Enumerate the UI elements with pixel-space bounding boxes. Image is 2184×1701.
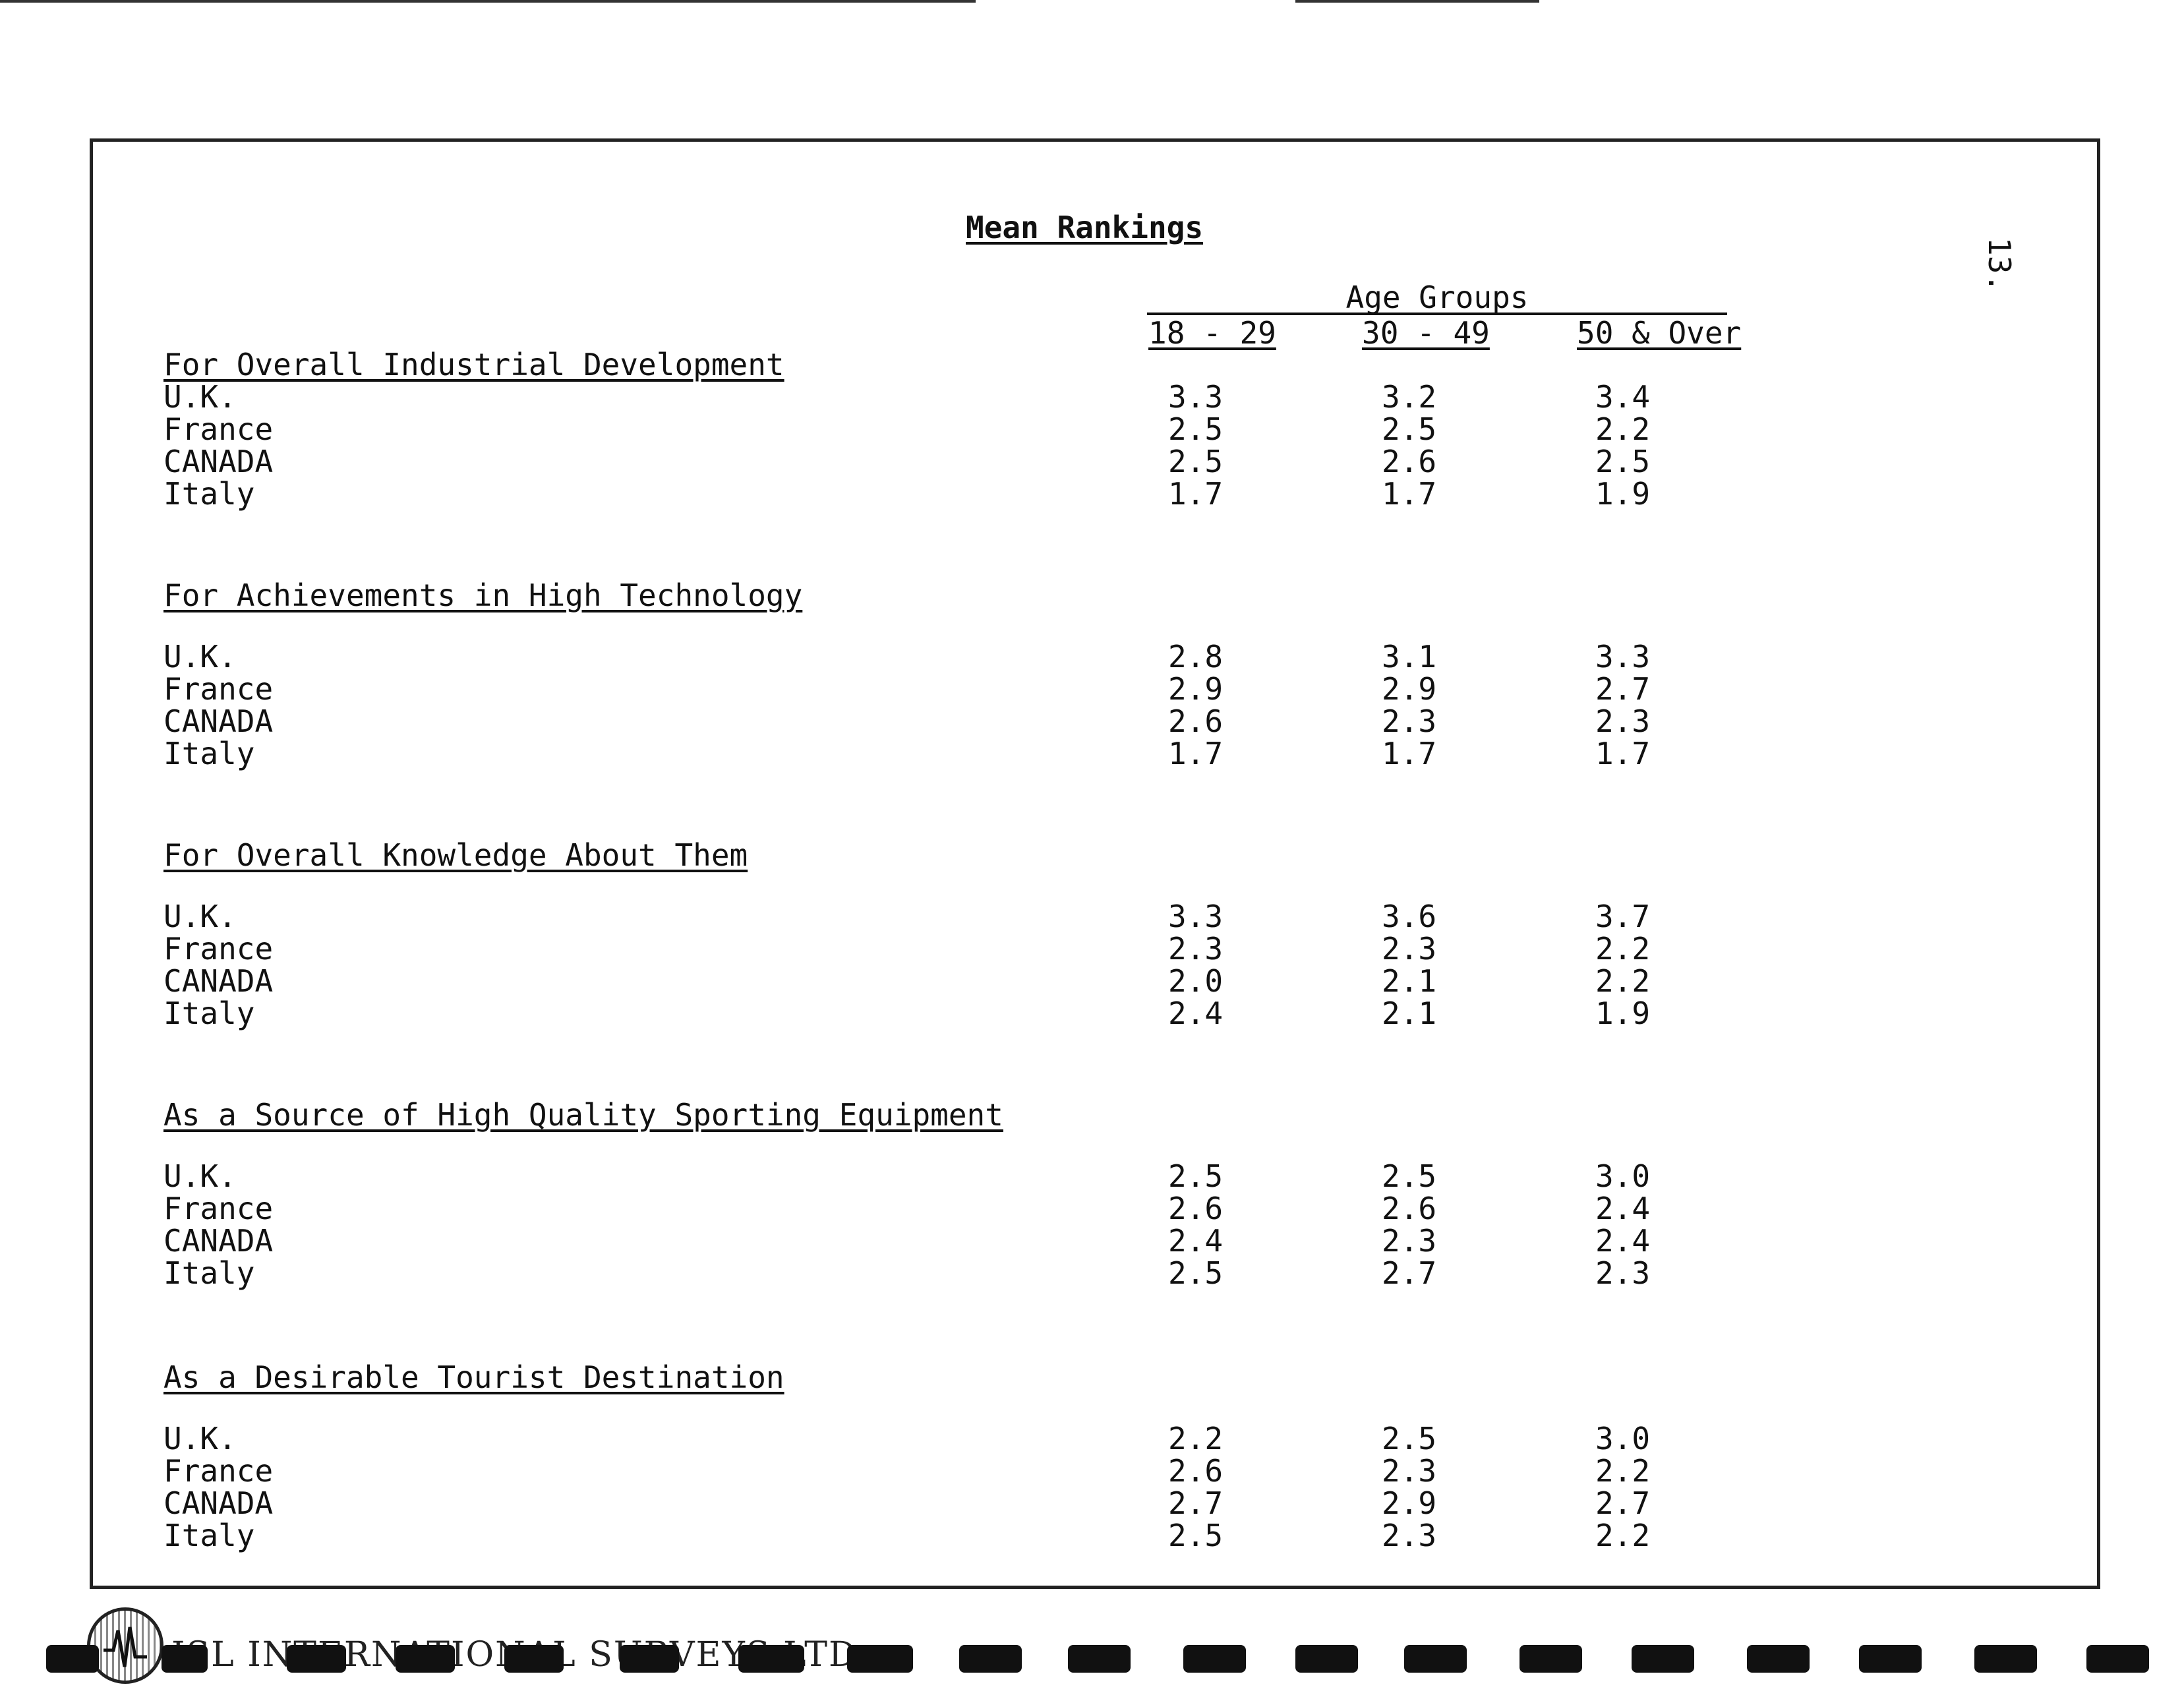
redaction-bar <box>738 1645 804 1673</box>
value-50-over: 2.3 <box>1595 1255 1651 1291</box>
value-18-29: 2.8 <box>1168 639 1224 674</box>
redaction-bar <box>162 1645 208 1673</box>
row-label: France <box>163 411 274 447</box>
row-label: CANADA <box>163 1223 274 1259</box>
column-header-18-29: 18 - 29 <box>1148 315 1276 351</box>
value-30-49: 2.5 <box>1382 1158 1437 1194</box>
redaction-bar <box>1747 1645 1810 1673</box>
section-title: For Overall Industrial Development <box>163 347 784 382</box>
redaction-bar <box>504 1645 564 1673</box>
value-30-49: 2.3 <box>1382 1518 1437 1553</box>
value-30-49: 2.7 <box>1382 1255 1437 1291</box>
value-30-49: 2.3 <box>1382 1223 1437 1259</box>
row-label: Italy <box>163 996 255 1031</box>
redaction-bar <box>847 1645 913 1673</box>
row-label: U.K. <box>163 639 237 674</box>
value-50-over: 2.2 <box>1595 411 1651 447</box>
row-label: U.K. <box>163 379 237 415</box>
value-18-29: 2.6 <box>1168 1191 1224 1226</box>
row-label: U.K. <box>163 1421 237 1456</box>
value-18-29: 1.7 <box>1168 476 1224 512</box>
redaction-bar <box>1859 1645 1922 1673</box>
value-50-over: 3.7 <box>1595 899 1651 934</box>
value-18-29: 2.0 <box>1168 963 1224 999</box>
redaction-bar <box>620 1645 679 1673</box>
section-title: For Achievements in High Technology <box>163 578 803 613</box>
row-label: Italy <box>163 476 255 512</box>
value-50-over: 3.4 <box>1595 379 1651 415</box>
value-50-over: 1.7 <box>1595 736 1651 771</box>
top-rule-right <box>1295 0 1539 3</box>
value-50-over: 1.9 <box>1595 476 1651 512</box>
value-50-over: 2.2 <box>1595 1518 1651 1553</box>
redaction-bar <box>1404 1645 1467 1673</box>
value-50-over: 3.3 <box>1595 639 1651 674</box>
value-30-49: 2.5 <box>1382 411 1437 447</box>
footer <box>40 1602 2156 1701</box>
row-label: CANADA <box>163 1485 274 1521</box>
value-18-29: 2.5 <box>1168 1518 1224 1553</box>
redaction-bar <box>1974 1645 2037 1673</box>
value-30-49: 2.1 <box>1382 996 1437 1031</box>
redaction-bar <box>1183 1645 1246 1673</box>
isl-logo-mark <box>90 1611 160 1681</box>
redaction-bar <box>287 1645 346 1673</box>
value-30-49: 2.3 <box>1382 1453 1437 1489</box>
row-label: France <box>163 1453 274 1489</box>
redaction-bar <box>1295 1645 1358 1673</box>
row-label: U.K. <box>163 899 237 934</box>
column-header-30-49: 30 - 49 <box>1362 315 1490 351</box>
value-30-49: 2.9 <box>1382 1485 1437 1521</box>
value-50-over: 2.7 <box>1595 1485 1651 1521</box>
value-30-49: 1.7 <box>1382 476 1437 512</box>
redaction-bar <box>1520 1645 1582 1673</box>
value-18-29: 2.4 <box>1168 996 1224 1031</box>
value-18-29: 2.5 <box>1168 444 1224 479</box>
value-50-over: 3.0 <box>1595 1158 1651 1194</box>
value-30-49: 3.6 <box>1382 899 1437 934</box>
value-50-over: 3.0 <box>1595 1421 1651 1456</box>
row-label: CANADA <box>163 444 274 479</box>
value-30-49: 3.1 <box>1382 639 1437 674</box>
value-50-over: 2.7 <box>1595 671 1651 707</box>
redaction-bar <box>46 1645 99 1673</box>
value-18-29: 2.5 <box>1168 1158 1224 1194</box>
value-50-over: 2.2 <box>1595 963 1651 999</box>
value-18-29: 2.4 <box>1168 1223 1224 1259</box>
value-18-29: 2.6 <box>1168 703 1224 739</box>
redaction-bar <box>1068 1645 1131 1673</box>
value-50-over: 2.2 <box>1595 931 1651 967</box>
value-18-29: 3.3 <box>1168 379 1224 415</box>
redaction-bar <box>1632 1645 1694 1673</box>
value-30-49: 3.2 <box>1382 379 1437 415</box>
row-label: France <box>163 931 274 967</box>
column-header-50-over: 50 & Over <box>1577 315 1742 351</box>
row-label: CANADA <box>163 703 274 739</box>
isl-logo-icon <box>87 1607 163 1684</box>
value-30-49: 2.9 <box>1382 671 1437 707</box>
page-title: Mean Rankings <box>966 210 1204 245</box>
section-title: As a Source of High Quality Sporting Equipment <box>163 1097 1003 1133</box>
row-label: Italy <box>163 1255 255 1291</box>
redaction-bar <box>396 1645 455 1673</box>
value-30-49: 2.5 <box>1382 1421 1437 1456</box>
value-50-over: 2.4 <box>1595 1223 1651 1259</box>
row-label: France <box>163 671 274 707</box>
value-30-49: 2.6 <box>1382 444 1437 479</box>
value-30-49: 2.3 <box>1382 703 1437 739</box>
value-18-29: 2.5 <box>1168 411 1224 447</box>
row-label: Italy <box>163 736 255 771</box>
age-groups-header: Age Groups <box>1147 282 1727 315</box>
company-name: SURVEYS LTD <box>589 1635 858 1675</box>
row-label: CANADA <box>163 963 274 999</box>
redaction-bar <box>2086 1645 2149 1673</box>
row-label: U.K. <box>163 1158 237 1194</box>
value-18-29: 2.5 <box>1168 1255 1224 1291</box>
value-50-over: 1.9 <box>1595 996 1651 1031</box>
value-30-49: 2.1 <box>1382 963 1437 999</box>
value-18-29: 2.9 <box>1168 671 1224 707</box>
value-18-29: 2.6 <box>1168 1453 1224 1489</box>
value-30-49: 2.3 <box>1382 931 1437 967</box>
value-30-49: 2.6 <box>1382 1191 1437 1226</box>
value-18-29: 1.7 <box>1168 736 1224 771</box>
value-30-49: 1.7 <box>1382 736 1437 771</box>
value-18-29: 2.2 <box>1168 1421 1224 1456</box>
top-rule-left <box>0 0 976 3</box>
row-label: France <box>163 1191 274 1226</box>
row-label: Italy <box>163 1518 255 1553</box>
section-title: For Overall Knowledge About Them <box>163 837 748 873</box>
redaction-bar <box>959 1645 1022 1673</box>
value-18-29: 3.3 <box>1168 899 1224 934</box>
value-50-over: 2.2 <box>1595 1453 1651 1489</box>
section-title: As a Desirable Tourist Destination <box>163 1359 784 1395</box>
value-18-29: 2.7 <box>1168 1485 1224 1521</box>
value-18-29: 2.3 <box>1168 931 1224 967</box>
page-number: 13. <box>1982 237 2017 293</box>
value-50-over: 2.5 <box>1595 444 1651 479</box>
value-50-over: 2.4 <box>1595 1191 1651 1226</box>
value-50-over: 2.3 <box>1595 703 1651 739</box>
